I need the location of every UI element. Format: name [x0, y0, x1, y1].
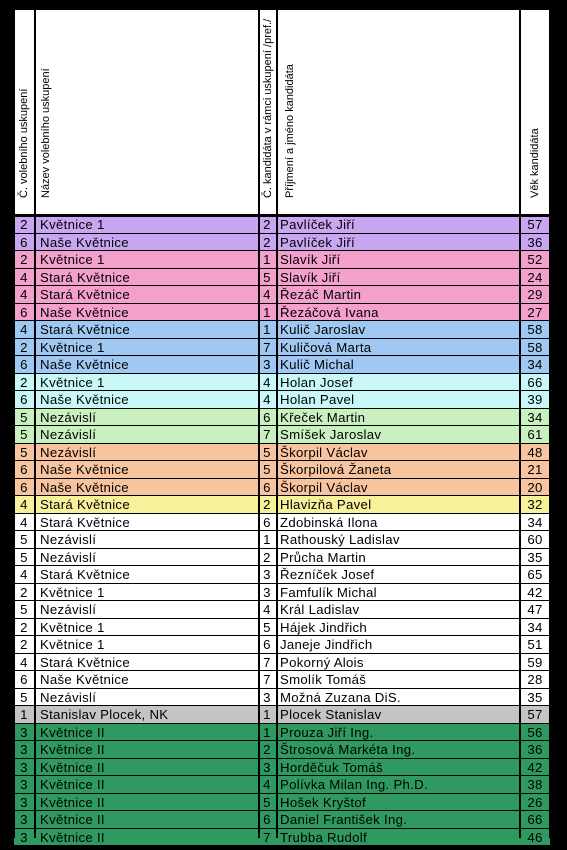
group-number-cell: 3: [20, 794, 28, 810]
group-name-cell: Stará Květnice: [40, 654, 130, 670]
candidate-name-cell: Řezáčová Ivana: [280, 304, 379, 320]
candidate-number-cell: 5: [263, 462, 271, 477]
candidate-age-cell: 21: [527, 462, 543, 477]
group-name-cell: Naše Květnice: [40, 392, 129, 407]
candidate-name-cell: Kulič Jaroslav: [280, 322, 366, 337]
group-name-cell: Naše Květnice: [40, 672, 129, 687]
table-row: [14, 391, 550, 408]
candidate-age-cell: 29: [527, 287, 543, 302]
group-number-cell: 6: [20, 392, 28, 407]
candidate-name-cell: Smolík Tomáš: [280, 672, 367, 687]
group-name-cell: Naše Květnice: [40, 462, 129, 477]
group-number-cell: 4: [20, 322, 28, 337]
candidate-name-cell: Pavlíček Jiří: [280, 234, 355, 250]
candidate-number-cell: 7: [263, 829, 271, 845]
group-number-cell: 3: [20, 742, 28, 757]
table-row: [14, 374, 550, 391]
group-number-cell: 5: [20, 427, 28, 442]
table-row: [14, 706, 550, 723]
group-name-cell: Naše Květnice: [40, 357, 129, 372]
candidate-name-cell: Horděčuk Tomáš: [280, 759, 383, 775]
table-row: [14, 619, 550, 636]
table-row: [14, 321, 550, 338]
candidate-number-cell: 3: [263, 357, 271, 372]
candidate-number-cell: 3: [263, 689, 271, 705]
candidate-number-cell: 7: [263, 427, 271, 442]
candidate-number-cell: 5: [263, 794, 271, 810]
candidate-number-cell: 4: [263, 602, 271, 617]
candidate-name-cell: Plocek Stanislav: [280, 707, 382, 722]
row-separator: [14, 845, 550, 846]
group-number-cell: 2: [20, 584, 28, 600]
group-number-cell: 4: [20, 287, 28, 302]
candidate-name-cell: Hlavizňa Pavel: [280, 497, 372, 512]
candidate-age-cell: 28: [527, 672, 543, 687]
candidate-number-cell: 2: [263, 742, 271, 757]
group-number-cell: 6: [20, 304, 28, 320]
candidate-age-cell: 66: [527, 812, 543, 827]
candidate-number-cell: 3: [263, 584, 271, 600]
candidate-number-cell: 4: [263, 287, 271, 302]
group-number-cell: 2: [20, 374, 28, 390]
group-name-cell: Květnice II: [40, 812, 105, 827]
grid-line: [519, 10, 521, 838]
candidate-age-cell: 26: [527, 794, 543, 810]
candidate-name-cell: Prouza Jiří Ing.: [280, 724, 374, 740]
table-row: [14, 286, 550, 303]
group-number-cell: 3: [20, 724, 28, 740]
candidate-age-cell: 35: [527, 689, 543, 705]
candidate-name-cell: Štrosová Markéta Ing.: [280, 742, 416, 757]
group-name-cell: Květnice 1: [40, 252, 105, 267]
table-row: [14, 269, 550, 286]
grid-line: [13, 10, 15, 838]
candidate-name-cell: Pavlíček Jiří: [280, 217, 355, 232]
group-name-cell: Nezávislí: [40, 549, 97, 565]
grid-line: [34, 10, 36, 838]
table-row: [14, 811, 550, 828]
candidate-name-cell: Polívka Milan Ing. Ph.D.: [280, 777, 428, 792]
header-group-number-text: Č. volebního uskupení: [18, 88, 30, 198]
header-candidate-name: [278, 10, 518, 214]
group-name-cell: Nezávislí: [40, 427, 97, 442]
candidate-age-cell: 58: [527, 339, 543, 355]
candidate-name-cell: Slavík Jiří: [280, 269, 341, 285]
group-name-cell: Nezávislí: [40, 602, 97, 617]
group-name-cell: Nezávislí: [40, 444, 97, 460]
candidate-number-cell: 6: [263, 479, 271, 495]
header-candidate-number-text: Č. kandidáta v rámci uskupení /pref./: [262, 18, 274, 198]
table-row: [14, 829, 550, 846]
candidate-number-cell: 3: [263, 759, 271, 775]
group-number-cell: 6: [20, 357, 28, 372]
candidate-number-cell: 1: [263, 532, 271, 547]
candidate-age-cell: 32: [527, 497, 543, 512]
group-number-cell: 5: [20, 549, 28, 565]
table-row: [14, 759, 550, 776]
group-name-cell: Nezávislí: [40, 409, 97, 425]
table-row: [14, 426, 550, 443]
group-name-cell: Květnice 1: [40, 339, 105, 355]
candidate-number-cell: 2: [263, 234, 271, 250]
group-name-cell: Květnice 1: [40, 584, 105, 600]
candidate-age-cell: 36: [527, 742, 543, 757]
candidate-number-cell: 1: [263, 304, 271, 320]
candidate-age-cell: 35: [527, 549, 543, 565]
group-number-cell: 3: [20, 777, 28, 792]
candidate-age-cell: 34: [527, 409, 543, 425]
table-row: [14, 724, 550, 741]
candidate-name-cell: Škorpil Václav: [280, 479, 368, 495]
candidate-age-cell: 36: [527, 234, 543, 250]
candidate-name-cell: Daniel František Ing.: [280, 812, 408, 827]
group-name-cell: Květnice II: [40, 742, 105, 757]
candidate-name-cell: Řezáč Martin: [280, 287, 362, 302]
group-number-cell: 5: [20, 602, 28, 617]
candidate-number-cell: 3: [263, 567, 271, 582]
group-name-cell: Květnice 1: [40, 374, 105, 390]
candidate-number-cell: 4: [263, 777, 271, 792]
group-name-cell: Květnice 1: [40, 217, 105, 232]
table-row: [14, 304, 550, 321]
candidate-name-cell: Rathouský Ladislav: [280, 532, 400, 547]
group-number-cell: 2: [20, 637, 28, 652]
candidate-age-cell: 20: [527, 479, 543, 495]
candidate-name-cell: Řezníček Josef: [280, 567, 375, 582]
candidate-name-cell: Škorpil Václav: [280, 444, 368, 460]
header-separator: [14, 214, 550, 217]
candidate-age-cell: 34: [527, 619, 543, 635]
group-number-cell: 5: [20, 409, 28, 425]
table-row: [14, 251, 550, 268]
group-name-cell: Stanislav Plocek, NK: [40, 707, 169, 722]
group-number-cell: 4: [20, 497, 28, 512]
group-number-cell: 1: [20, 707, 28, 722]
table-row: [14, 461, 550, 478]
candidate-age-cell: 39: [527, 392, 543, 407]
candidate-age-cell: 34: [527, 357, 543, 372]
group-number-cell: 6: [20, 462, 28, 477]
table-row: [14, 234, 550, 251]
candidate-age-cell: 42: [527, 584, 543, 600]
header-group-name-text: Název volebního uskupení: [40, 68, 52, 198]
group-number-cell: 4: [20, 514, 28, 530]
candidate-number-cell: 6: [263, 637, 271, 652]
table-row: [14, 514, 550, 531]
grid-line: [549, 10, 551, 838]
candidate-age-cell: 27: [527, 304, 543, 320]
group-name-cell: Stará Květnice: [40, 497, 130, 512]
candidate-number-cell: 1: [263, 724, 271, 740]
group-number-cell: 2: [20, 619, 28, 635]
table-row: [14, 496, 550, 513]
table-row: [14, 776, 550, 793]
group-number-cell: 5: [20, 532, 28, 547]
candidate-age-cell: 58: [527, 322, 543, 337]
candidate-age-cell: 59: [527, 654, 543, 670]
candidate-name-cell: Hošek Kryštof: [280, 794, 366, 810]
group-name-cell: Stará Květnice: [40, 322, 130, 337]
group-number-cell: 6: [20, 479, 28, 495]
group-name-cell: Květnice 1: [40, 619, 105, 635]
group-number-cell: 6: [20, 234, 28, 250]
candidate-age-cell: 51: [527, 637, 543, 652]
candidate-number-cell: 6: [263, 409, 271, 425]
table-row: [14, 671, 550, 688]
candidate-name-cell: Smíšek Jaroslav: [280, 427, 382, 442]
table-row: [14, 479, 550, 496]
candidate-age-cell: 65: [527, 567, 543, 582]
table-row: [14, 409, 550, 426]
candidate-number-cell: 4: [263, 374, 271, 390]
candidate-name-cell: Janeje Jindřich: [280, 637, 373, 652]
candidate-number-cell: 5: [263, 444, 271, 460]
candidate-name-cell: Kulič Michal: [280, 357, 354, 372]
table-row: [14, 356, 550, 373]
header-candidate-name-text: Příjmení a jméno kandidáta: [284, 64, 296, 198]
candidate-age-cell: 34: [527, 514, 543, 530]
group-name-cell: Květnice 1: [40, 637, 105, 652]
candidate-number-cell: 7: [263, 339, 271, 355]
candidate-age-cell: 60: [527, 532, 543, 547]
candidate-number-cell: 6: [263, 812, 271, 827]
candidate-number-cell: 2: [263, 217, 271, 232]
candidate-name-cell: Slavík Jiří: [280, 252, 341, 267]
candidate-name-cell: Hájek Jindřich: [280, 619, 368, 635]
grid-line: [258, 10, 260, 838]
candidate-age-cell: 66: [527, 374, 543, 390]
group-number-cell: 4: [20, 269, 28, 285]
candidate-age-cell: 47: [527, 602, 543, 617]
candidate-age-cell: 56: [527, 724, 543, 740]
candidate-number-cell: 2: [263, 549, 271, 565]
group-number-cell: 4: [20, 654, 28, 670]
candidate-name-cell: Průcha Martin: [280, 549, 366, 565]
group-number-cell: 5: [20, 444, 28, 460]
candidate-age-cell: 61: [527, 427, 543, 442]
group-name-cell: Nezávislí: [40, 689, 97, 705]
group-number-cell: 4: [20, 567, 28, 582]
candidate-name-cell: Kuličová Marta: [280, 339, 372, 355]
group-name-cell: Květnice II: [40, 724, 105, 740]
candidate-number-cell: 4: [263, 392, 271, 407]
group-number-cell: 2: [20, 252, 28, 267]
header-candidate-age-text: Věk kandidáta: [529, 128, 541, 198]
table-row: [14, 689, 550, 706]
table-row: [14, 584, 550, 601]
grid-line: [276, 10, 278, 838]
candidate-age-cell: 48: [527, 444, 543, 460]
group-name-cell: Květnice II: [40, 777, 105, 792]
group-number-cell: 2: [20, 339, 28, 355]
candidate-name-cell: Holan Pavel: [280, 392, 355, 407]
candidate-name-cell: Trubba Rudolf: [280, 829, 367, 845]
table-row: [14, 636, 550, 653]
group-name-cell: Stará Květnice: [40, 514, 130, 530]
candidate-number-cell: 7: [263, 654, 271, 670]
group-number-cell: 6: [20, 672, 28, 687]
candidate-name-cell: Křeček Martin: [280, 409, 366, 425]
candidate-number-cell: 1: [263, 252, 271, 267]
group-name-cell: Stará Květnice: [40, 567, 130, 582]
candidate-age-cell: 24: [527, 269, 543, 285]
group-number-cell: 3: [20, 759, 28, 775]
table-row: [14, 339, 550, 356]
candidate-name-cell: Famfulík Michal: [280, 584, 377, 600]
table-row: [14, 654, 550, 671]
group-number-cell: 3: [20, 812, 28, 827]
candidate-number-cell: 1: [263, 707, 271, 722]
candidate-number-cell: 5: [263, 619, 271, 635]
group-name-cell: Nezávislí: [40, 532, 97, 547]
candidate-name-cell: Holan Josef: [280, 374, 353, 390]
candidate-age-cell: 46: [527, 829, 543, 845]
group-number-cell: 3: [20, 829, 28, 845]
candidate-number-cell: 1: [263, 322, 271, 337]
table-header: [14, 10, 550, 214]
table-row: [14, 531, 550, 548]
table-row: [14, 549, 550, 566]
group-name-cell: Stará Květnice: [40, 287, 130, 302]
header-candidate-number: [260, 10, 276, 214]
candidate-age-cell: 57: [527, 217, 543, 232]
candidate-name-cell: Možná Zuzana DiS.: [280, 689, 401, 705]
candidate-name-cell: Pokorný Alois: [280, 654, 364, 670]
candidate-number-cell: 6: [263, 514, 271, 530]
candidate-age-cell: 42: [527, 759, 543, 775]
group-name-cell: Květnice II: [40, 794, 105, 810]
table-row: [14, 741, 550, 758]
group-number-cell: 5: [20, 689, 28, 705]
group-name-cell: Naše Květnice: [40, 234, 129, 250]
group-name-cell: Květnice II: [40, 829, 105, 845]
header-group-name: [36, 10, 258, 214]
candidate-number-cell: 2: [263, 497, 271, 512]
candidate-number-cell: 5: [263, 269, 271, 285]
table-row: [14, 566, 550, 583]
group-name-cell: Naše Květnice: [40, 479, 129, 495]
candidate-name-cell: Škorpilová Žaneta: [280, 462, 392, 477]
candidate-name-cell: Zdobinská Ilona: [280, 514, 378, 530]
table-row: [14, 216, 550, 233]
group-name-cell: Stará Květnice: [40, 269, 130, 285]
candidate-age-cell: 57: [527, 707, 543, 722]
group-name-cell: Květnice II: [40, 759, 105, 775]
group-name-cell: Naše Květnice: [40, 304, 129, 320]
candidate-age-cell: 52: [527, 252, 543, 267]
header-group-number: [14, 10, 34, 214]
table-row: [14, 444, 550, 461]
header-candidate-age: [520, 10, 550, 214]
candidate-name-cell: Král Ladislav: [280, 602, 360, 617]
group-number-cell: 2: [20, 217, 28, 232]
candidate-age-cell: 38: [527, 777, 543, 792]
candidate-number-cell: 7: [263, 672, 271, 687]
table-row: [14, 794, 550, 811]
table-row: [14, 601, 550, 618]
